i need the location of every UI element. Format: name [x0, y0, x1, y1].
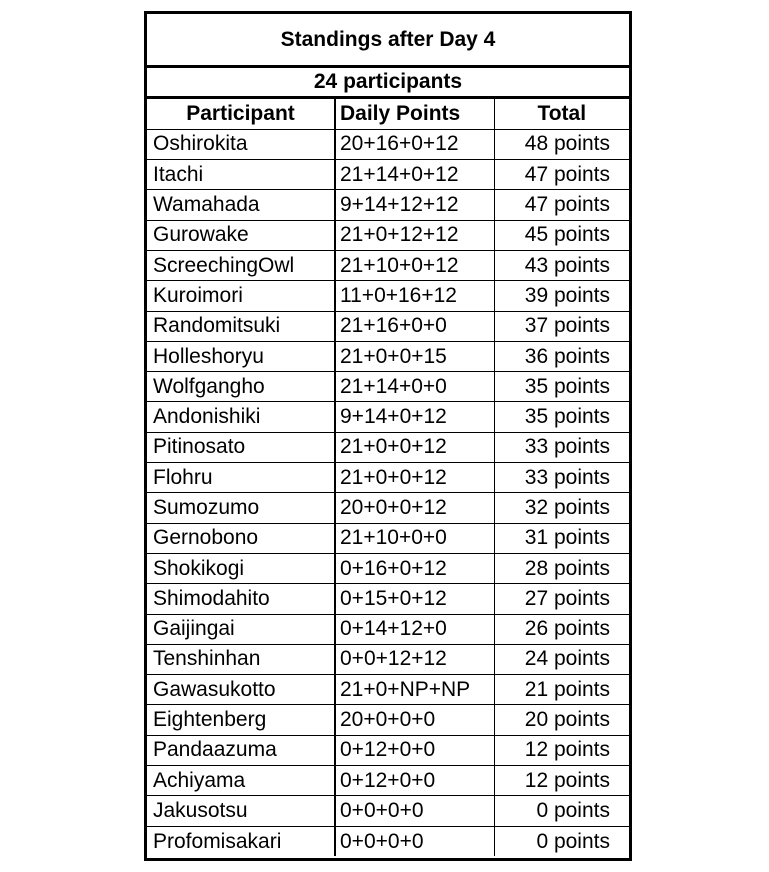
- table-row: [147, 523, 629, 553]
- total-points-cell: 0 points: [494, 826, 629, 856]
- table-row: [147, 129, 629, 159]
- daily-points-cell: 20+0+0+0: [335, 705, 494, 735]
- daily-points-cell: 21+16+0+0: [335, 311, 494, 341]
- daily-points-cell: 0+12+0+0: [335, 766, 494, 796]
- participant-name-cell: Oshirokita: [147, 129, 335, 159]
- daily-points-cell: 21+14+0+0: [335, 372, 494, 402]
- participant-name-cell: Holleshoryu: [147, 341, 335, 371]
- participant-name-cell: Shokikogi: [147, 553, 335, 583]
- participant-name-cell: Pandaazuma: [147, 735, 335, 765]
- table-row: [147, 675, 629, 705]
- participant-name-cell: Wamahada: [147, 190, 335, 220]
- total-header: Total: [494, 99, 629, 129]
- participant-name-cell: Eightenberg: [147, 705, 335, 735]
- total-points-cell: 0 points: [494, 796, 629, 826]
- participant-name-cell: Gawasukotto: [147, 675, 335, 705]
- participant-name-cell: Flohru: [147, 463, 335, 493]
- total-points-cell: 47 points: [494, 190, 629, 220]
- table-row: [147, 281, 629, 311]
- standings-table: [147, 99, 629, 856]
- table-row: [147, 220, 629, 250]
- table-row: [147, 160, 629, 190]
- table-row: [147, 735, 629, 765]
- daily-points-cell: 0+0+12+12: [335, 644, 494, 674]
- total-points-cell: 33 points: [494, 432, 629, 462]
- table-row: [147, 644, 629, 674]
- table-row: [147, 826, 629, 856]
- table-row: [147, 705, 629, 735]
- total-points-cell: 47 points: [494, 160, 629, 190]
- total-points-cell: 26 points: [494, 614, 629, 644]
- table-row: [147, 553, 629, 583]
- participant-name-cell: ScreechingOwl: [147, 250, 335, 280]
- participant-name-cell: Jakusotsu: [147, 796, 335, 826]
- total-points-cell: 45 points: [494, 220, 629, 250]
- participant-name-cell: Gaijingai: [147, 614, 335, 644]
- total-points-cell: 43 points: [494, 250, 629, 280]
- total-points-cell: 31 points: [494, 523, 629, 553]
- total-points-cell: 28 points: [494, 553, 629, 583]
- daily-points-cell: 0+15+0+12: [335, 584, 494, 614]
- table-row: [147, 584, 629, 614]
- daily-points-cell: 11+0+16+12: [335, 281, 494, 311]
- total-points-cell: 20 points: [494, 705, 629, 735]
- participant-name-cell: Itachi: [147, 160, 335, 190]
- table-row: [147, 766, 629, 796]
- participant-name-cell: Randomitsuki: [147, 311, 335, 341]
- table-row: [147, 796, 629, 826]
- daily-points-cell: 0+0+0+0: [335, 796, 494, 826]
- total-points-cell: 39 points: [494, 281, 629, 311]
- total-points-cell: 12 points: [494, 766, 629, 796]
- total-points-cell: 32 points: [494, 493, 629, 523]
- daily-points-cell: 0+0+0+0: [335, 826, 494, 856]
- table-row: [147, 341, 629, 371]
- total-points-cell: 37 points: [494, 311, 629, 341]
- total-points-cell: 35 points: [494, 372, 629, 402]
- daily-points-cell: 21+10+0+0: [335, 523, 494, 553]
- standings-title: Standings after Day 4: [147, 14, 629, 68]
- table-row: [147, 372, 629, 402]
- standings-sheet: [144, 11, 632, 861]
- table-row: [147, 493, 629, 523]
- daily-points-cell: 20+0+0+12: [335, 493, 494, 523]
- participant-name-cell: Sumozumo: [147, 493, 335, 523]
- participant-name-cell: Pitinosato: [147, 432, 335, 462]
- total-points-cell: 36 points: [494, 341, 629, 371]
- participant-name-cell: Shimodahito: [147, 584, 335, 614]
- daily-points-cell: 21+0+NP+NP: [335, 675, 494, 705]
- daily-points-cell: 21+10+0+12: [335, 250, 494, 280]
- total-points-cell: 12 points: [494, 735, 629, 765]
- total-points-cell: 27 points: [494, 584, 629, 614]
- participant-name-cell: Tenshinhan: [147, 644, 335, 674]
- header-row: [147, 99, 629, 129]
- participant-name-cell: Gernobono: [147, 523, 335, 553]
- table-row: [147, 402, 629, 432]
- total-points-cell: 24 points: [494, 644, 629, 674]
- daily-points-cell: 9+14+12+12: [335, 190, 494, 220]
- participant-name-cell: Achiyama: [147, 766, 335, 796]
- daily-points-cell: 20+16+0+12: [335, 129, 494, 159]
- total-points-cell: 33 points: [494, 463, 629, 493]
- daily-points-cell: 21+0+12+12: [335, 220, 494, 250]
- daily-points-header: Daily Points: [335, 99, 494, 129]
- table-row: [147, 190, 629, 220]
- participants-count: 24 participants: [147, 68, 629, 99]
- daily-points-cell: 21+14+0+12: [335, 160, 494, 190]
- daily-points-cell: 9+14+0+12: [335, 402, 494, 432]
- participant-name-cell: Kuroimori: [147, 281, 335, 311]
- daily-points-cell: 21+0+0+15: [335, 341, 494, 371]
- total-points-cell: 48 points: [494, 129, 629, 159]
- total-points-cell: 21 points: [494, 675, 629, 705]
- daily-points-cell: 0+16+0+12: [335, 553, 494, 583]
- participant-name-cell: Gurowake: [147, 220, 335, 250]
- participant-name-cell: Andonishiki: [147, 402, 335, 432]
- table-row: [147, 311, 629, 341]
- participant-name-cell: Profomisakari: [153, 829, 282, 853]
- table-row: [147, 614, 629, 644]
- participant-header: Participant: [147, 99, 335, 129]
- total-points-cell: 35 points: [494, 402, 629, 432]
- participant-name-cell: Wolfgangho: [147, 372, 335, 402]
- daily-points-cell: 21+0+0+12: [335, 463, 494, 493]
- table-row: [147, 463, 629, 493]
- daily-points-cell: 0+12+0+0: [335, 735, 494, 765]
- daily-points-cell: 21+0+0+12: [335, 432, 494, 462]
- daily-points-cell: 0+14+12+0: [335, 614, 494, 644]
- table-row: [147, 250, 629, 280]
- table-row: [147, 432, 629, 462]
